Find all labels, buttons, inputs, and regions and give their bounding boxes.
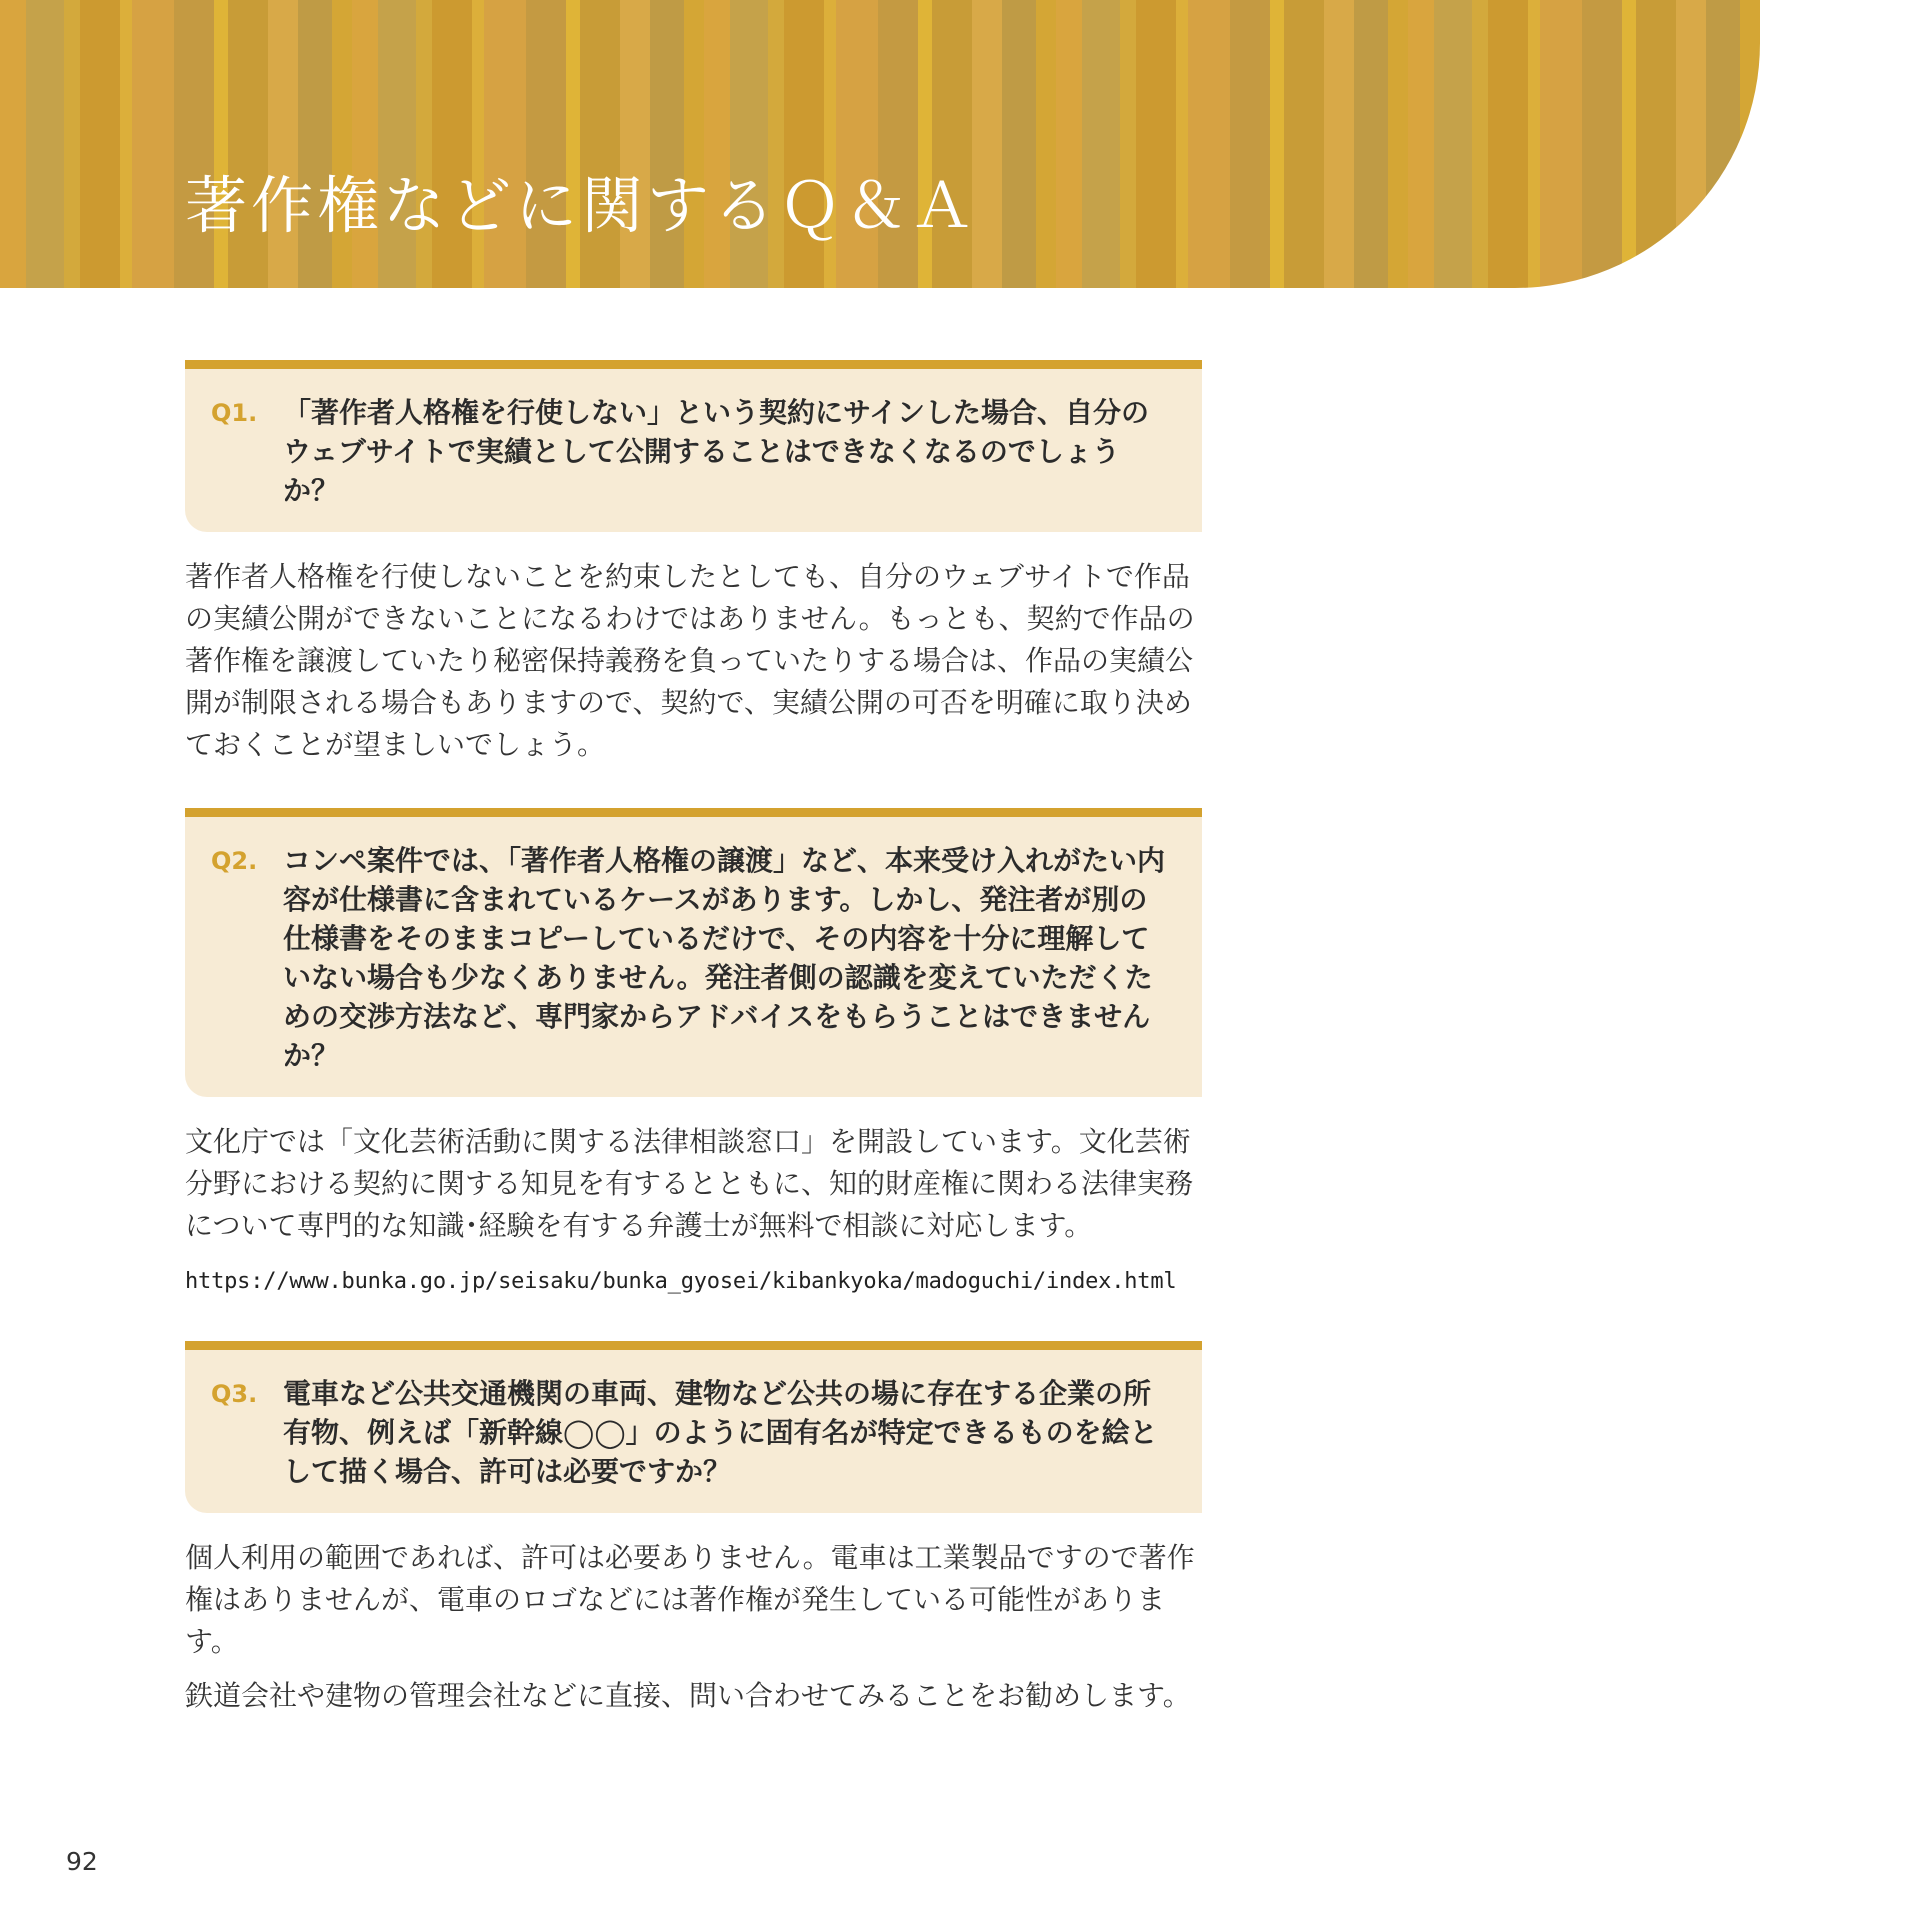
header-banner: [0, 0, 1760, 288]
qa-item-2: [185, 808, 1202, 1299]
consultation-link[interactable]: https://www.bunka.go.jp/seisaku/bunka_gyosei/kibankyoka/madoguchi/index.html: [185, 1269, 1177, 1294]
qa-item-3: [185, 1341, 1202, 1717]
question-text: 「著作者人格権を行使しない」という契約にサインした場合、自分のウェブサイトで実績として公開することはできなくなるのでしょうか？: [283, 396, 1150, 507]
page-title: 著作権などに関するＱ＆Ａ: [185, 169, 978, 242]
question-number: Q3.: [211, 1380, 258, 1408]
question-number: Q1.: [211, 399, 258, 427]
question-box: [185, 808, 1202, 1097]
question-text: 電車など公共交通機関の車両、建物など公共の場に存在する企業の所有物、例えば「新幹線◯◯」のように固有名が特定できるものを絵として描く場合、許可は必要ですか？: [283, 1377, 1158, 1488]
answer-text: 文化庁では「文化芸術活動に関する法律相談窓口」を開設しています。文化芸術分野における契約に関する知見を有するとともに、知的財産権に関わる法律実務について専門的な知識･経験を有する弁護士が無料で相談に対応します。: [185, 1125, 1194, 1242]
answer-text: 著作者人格権を行使しないことを約束したとしても、自分のウェブサイトで作品の実績公開ができないことになるわけではありません。もっとも、契約で作品の著作権を譲渡していたり秘密保持義務を負っていたりする場合は、作品の実績公開が制限される場合もありますので、契約で、実績公開の可否を明確に取り決めておくことが望ましいでしょう。: [185, 560, 1195, 761]
answer-text: 鉄道会社や建物の管理会社などに直接、問い合わせてみることをお勧めします。: [185, 1679, 1191, 1712]
qa-item-1: [185, 360, 1202, 766]
page-number: 92: [66, 1847, 98, 1876]
question-text: コンペ案件では、「著作者人格権の譲渡」など、本来受け入れがたい内容が仕様書に含まれているケースがあります。しかし、発注者が別の仕様書をそのままコピーしているだけで、その内容を十分に理解していない場合も少なくありません。発注者側の認識を変えていただくための交渉方法など、専門家からアドバイスをもらうことはできませんか？: [283, 844, 1166, 1072]
question-box: [185, 360, 1202, 532]
question-box: [185, 1341, 1202, 1513]
question-number: Q2.: [211, 847, 258, 875]
qa-section: [185, 360, 1202, 1717]
answer-text: 個人利用の範囲であれば、許可は必要ありません。電車は工業製品ですので著作権はありませんが、電車のロゴなどには著作権が発生している可能性があります。: [185, 1541, 1195, 1658]
